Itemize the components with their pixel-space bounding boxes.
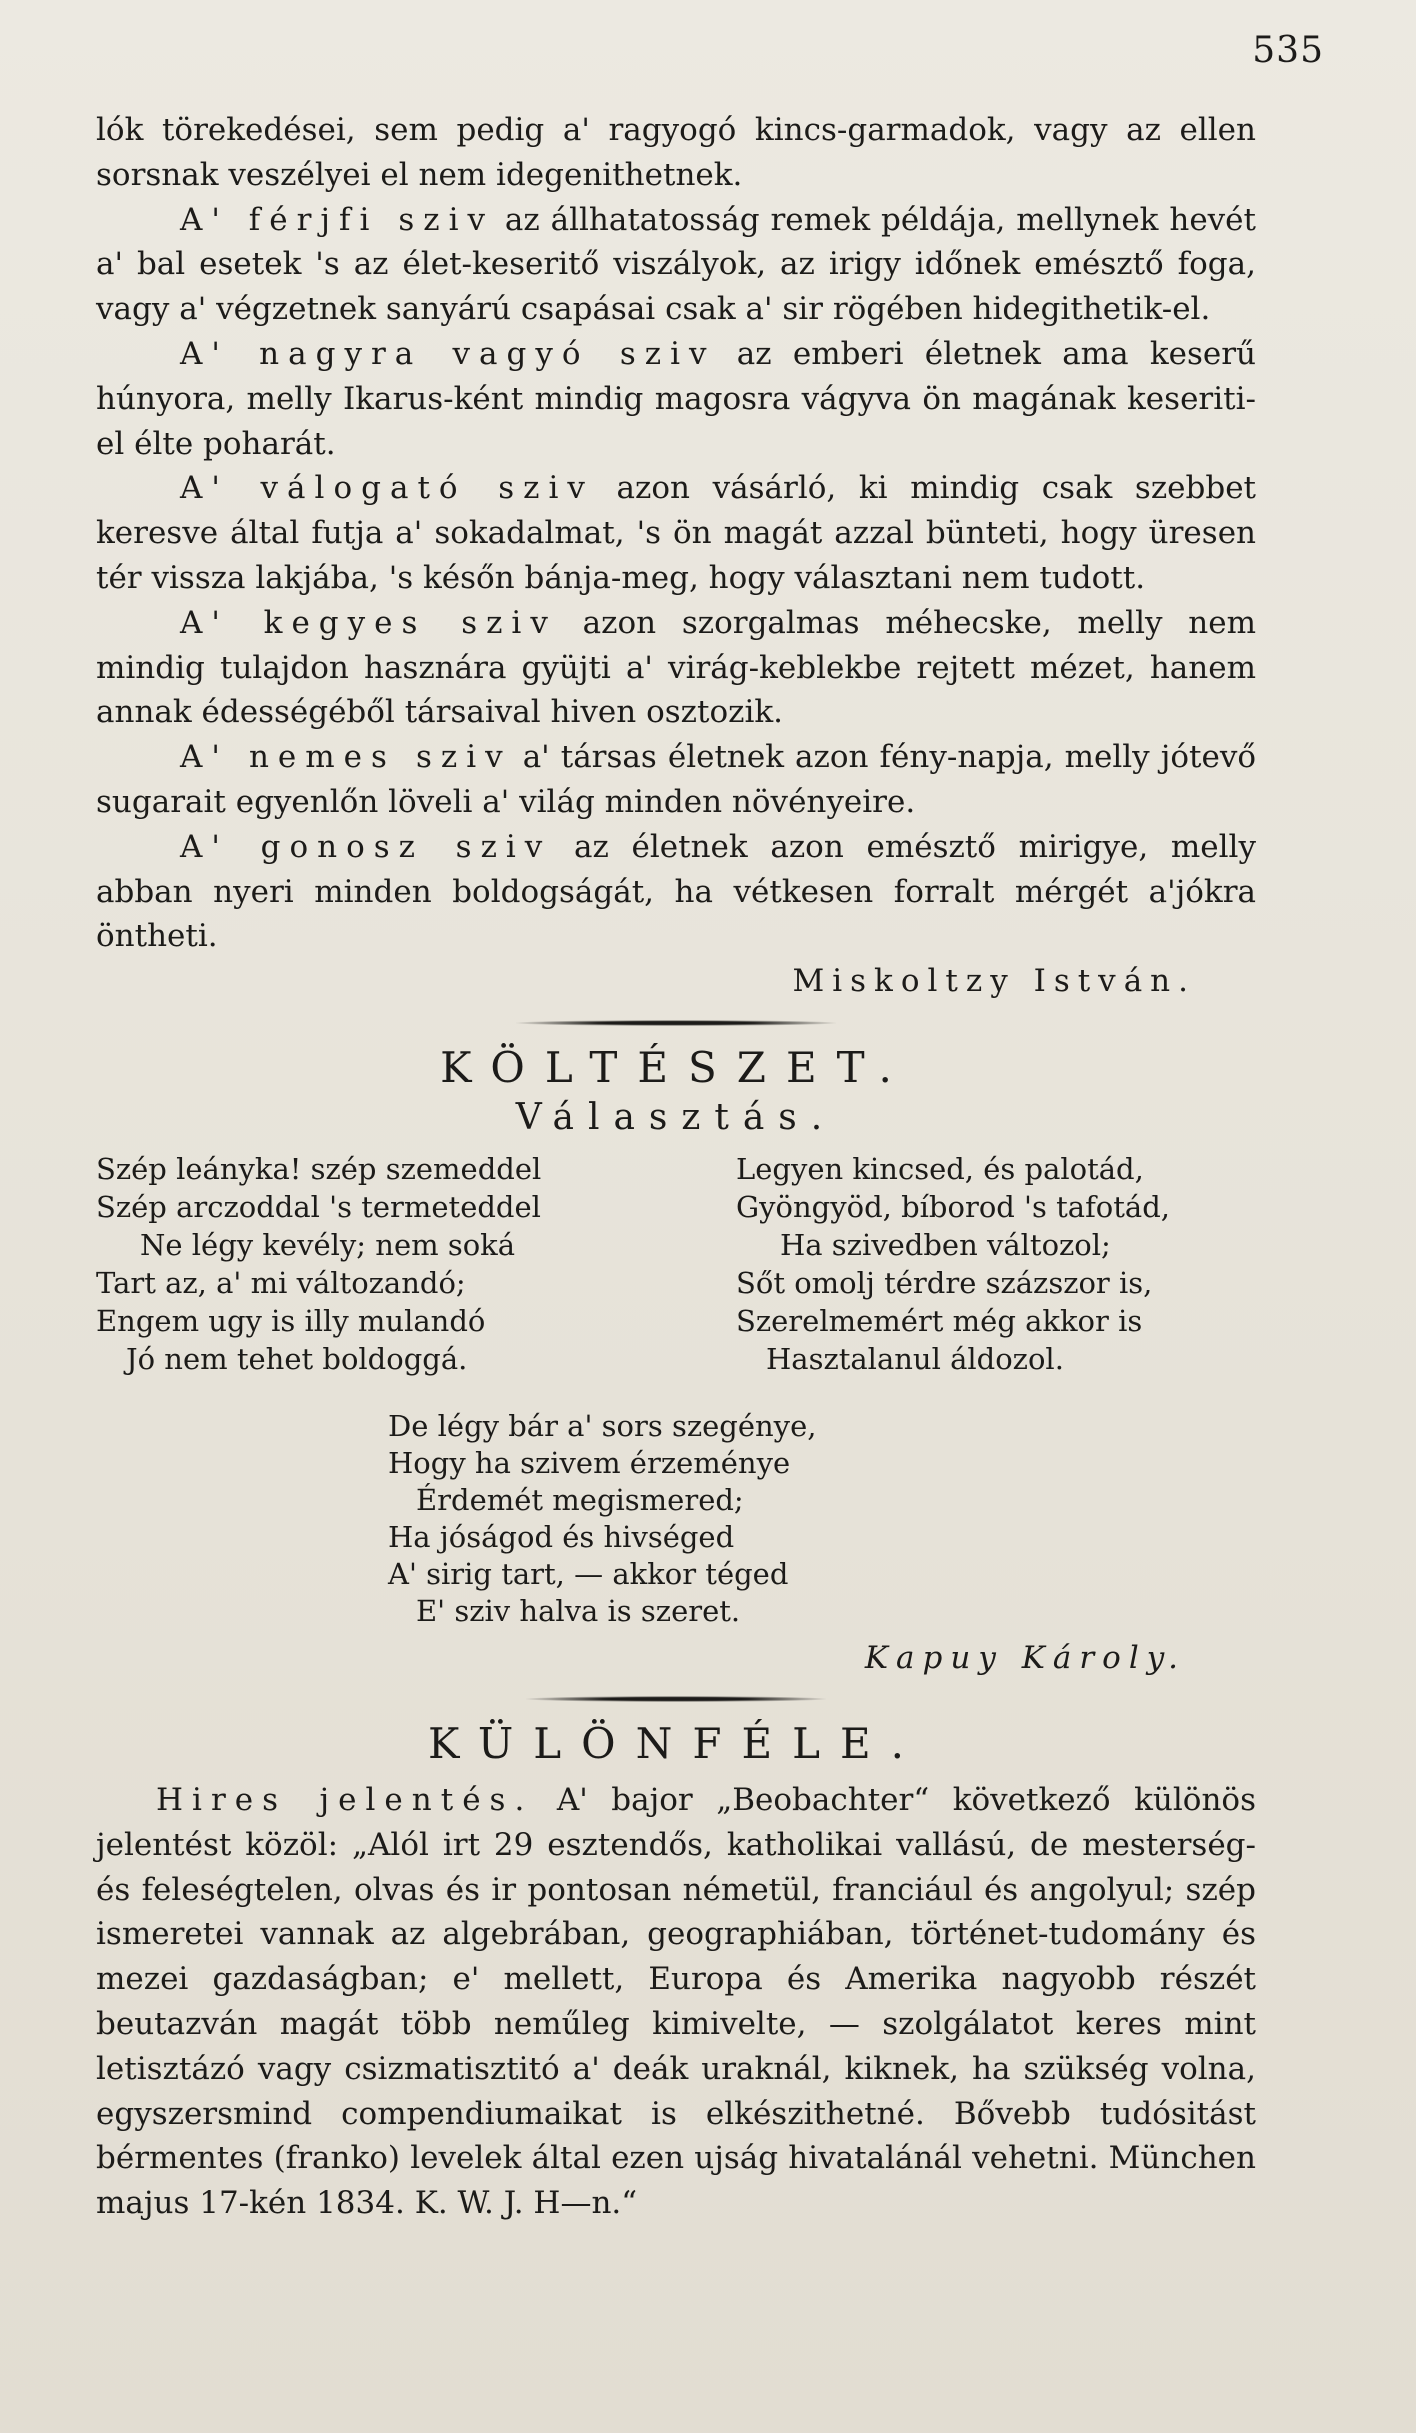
poem-final-stanza bbox=[388, 1408, 1256, 1630]
news-item-lead: Hires jelentés. bbox=[156, 1781, 534, 1818]
paragraph-body: az életnek azon emésztő mirigye, melly abban nyeri minden boldogságát, ha vétkesen forralt mérgét a'jókra öntheti. bbox=[96, 828, 1256, 955]
author-signature: Miskoltzy István. bbox=[792, 963, 1196, 1000]
poem-line: Ha szivedben változol; bbox=[780, 1227, 1111, 1262]
poem-line: Szerelmemért még akkor is bbox=[736, 1303, 1143, 1338]
paragraph-gonosz bbox=[96, 825, 1256, 959]
paragraph-lead: A' kegyes sziv bbox=[180, 604, 557, 641]
news-item-body: A' bajor „Beobachter“ következő különös jelentést közöl: „Alól irt 29 esztendős, katholikai vallású, de mesterség- és feleségtelen, olvas és ir pontosan németül, franciául és angolyul; szép ismeretei vannak az algebrában, geographiában, történet-tudomány és mezei gazdaságban; e' mellett, Europa és Amerika nagyobb részét beutazván magát több neműleg kimivelte, — szolgálatot keres mint letisztázó vagy csizmatisztitó a' deák uraknál, kiknek, ha szükség volna, egyszersmind compendiumaikat is elkészithetné. Bővebb tudósitást bérmentes (franko) levelek által ezen ujság hivatalánál vehetni. München majus 17-kén 1834. K. W. J. H—n.“ bbox=[96, 1781, 1256, 2222]
paragraph-nemes bbox=[96, 735, 1256, 825]
news-item bbox=[96, 1778, 1256, 2226]
poem-line: E' sziv halva is szeret. bbox=[416, 1593, 741, 1628]
poem-line: Ne légy kevély; nem soká bbox=[140, 1227, 516, 1262]
page-number: 535 bbox=[1252, 30, 1324, 71]
paragraph-valogato bbox=[96, 466, 1256, 600]
paragraph-lead: A' nemes sziv bbox=[180, 739, 512, 776]
signature-line bbox=[96, 959, 1256, 1004]
section-title: KÖLTÉSZET. bbox=[440, 1042, 912, 1092]
paragraph-body: azon vásárló, ki mindig csak szebbet keresve által futja a' sokadalmat, 's ön magát azzal bünteti, hogy üresen tér vissza lakjába, 's későn bánja-meg, hogy választani nem tudott. bbox=[96, 470, 1256, 596]
paragraph-lead: A' gonosz sziv bbox=[180, 828, 552, 865]
poem-line: Hasztalanul áldozol. bbox=[766, 1341, 1064, 1376]
poem-line: Hogy ha szivem érzeménye bbox=[388, 1445, 791, 1480]
section-title: KÜLÖNFÉLE. bbox=[427, 1718, 925, 1768]
poem-columns bbox=[96, 1150, 1256, 1378]
poem-title: Választás. bbox=[515, 1096, 837, 1138]
article-text bbox=[96, 108, 1256, 2226]
poem-line: Szép arczoddal 's termeteddel bbox=[96, 1189, 541, 1224]
poem-line: De légy bár a' sors szegénye, bbox=[388, 1408, 817, 1443]
poem-line: Sőt omolj térdre százszor is, bbox=[736, 1265, 1153, 1300]
poem-line: Jó nem tehet boldoggá. bbox=[126, 1341, 468, 1376]
paragraph-ferjfi bbox=[96, 198, 1256, 332]
paragraph-body: az emberi életnek ama keserű húnyora, melly Ikarus-ként mindig magosra vágyva ön magának keseriti-el élte poharát. bbox=[96, 335, 1256, 462]
paragraph-body: azon szorgalmas méhecske, melly nem mindig tulajdon hasznára gyüjti a' virág-keblekbe rejtett mézet, hanem annak édességéből társaival hiven osztozik. bbox=[96, 604, 1256, 731]
paragraph-lead: A' válogató sziv bbox=[180, 470, 594, 507]
poem-line: Gyöngyöd, bíborod 's tafotád, bbox=[736, 1189, 1170, 1224]
poem-line: Tart az, a' mi változandó; bbox=[96, 1265, 466, 1300]
paragraph-lead: A' nagyra vagyó sziv bbox=[180, 335, 716, 372]
paragraph-body: az állhatatosság remek példája, mellynek hevét a' bal esetek 's az élet-keseritő viszályok, az irigy időnek emésztő foga, vagy a' végzetnek sanyárú csapásai csak a' sir rögében hidegithetik-el. bbox=[96, 201, 1256, 328]
paragraph-nagyra-vagyo bbox=[96, 332, 1256, 466]
poem-left-column bbox=[96, 1150, 656, 1378]
poem-signature: Kapuy Károly. bbox=[864, 1639, 1186, 1676]
poem-right-column bbox=[736, 1150, 1256, 1378]
paragraph-continued bbox=[96, 108, 1256, 198]
poem-line: Ha jóságod és hivséged bbox=[388, 1519, 735, 1554]
paragraph-kegyes bbox=[96, 601, 1256, 735]
poem-line: Legyen kincsed, és palotád, bbox=[736, 1151, 1144, 1186]
paragraph-body: lók törekedései, sem pedig a' ragyogó kincs-garmadok, vagy az ellen sorsnak veszélyei el nem idegenithetnek. bbox=[96, 112, 1256, 193]
section-divider bbox=[526, 1696, 826, 1702]
paragraph-body: a' társas életnek azon fény-napja, melly jótevő sugarait egyenlőn löveli a' világ minden növényeire. bbox=[96, 739, 1256, 820]
poem-line: A' sirig tart, — akkor téged bbox=[388, 1556, 789, 1591]
section-divider bbox=[516, 1020, 836, 1026]
poem-line: Szép leányka! szép szemeddel bbox=[96, 1151, 542, 1186]
paragraph-lead: A' férjfi sziv bbox=[180, 201, 494, 238]
poem-line: Engem ugy is illy mulandó bbox=[96, 1303, 486, 1338]
poem-line: Érdemét megismered; bbox=[416, 1482, 744, 1517]
